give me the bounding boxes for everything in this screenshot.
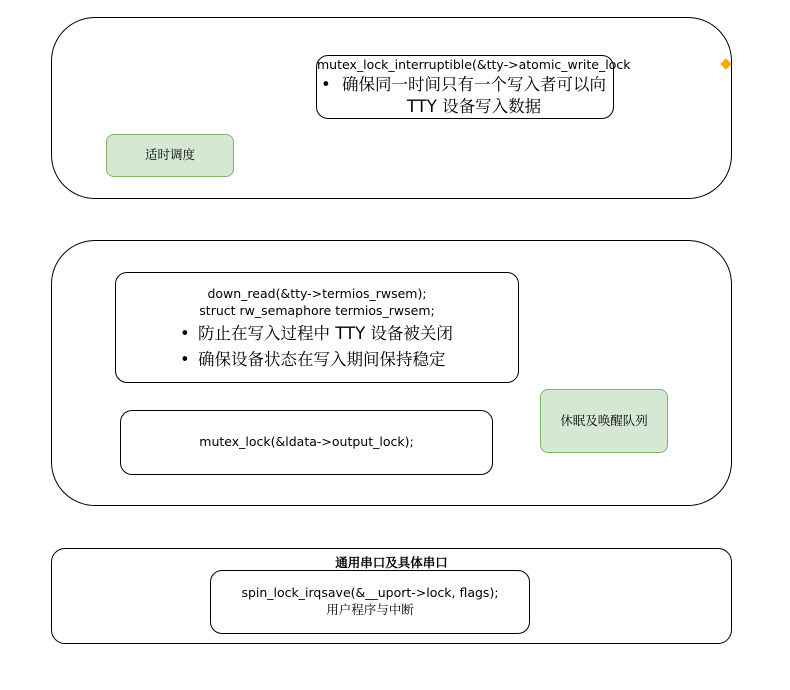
rwsem-bullet-2: • 确保设备状态在写入期间保持稳定: [198, 349, 518, 371]
rwsem-bullet-1: • 防止在写入过程中 TTY 设备被关闭: [198, 323, 518, 345]
spinlock-card: [210, 570, 530, 634]
rwsem-line1: down_read(&tty->termios_rwsem);: [207, 286, 427, 301]
sleep-wakeup-label: 休眠及唤醒队列: [540, 389, 668, 453]
output-lock-card: mutex_lock(&ldata->output_lock);: [120, 410, 493, 475]
mutex-interruptible-title: mutex_lock_interruptible(&tty->atomic_write_lock: [317, 57, 631, 72]
spinlock-line1: spin_lock_irqsave(&__uport->lock, flags);: [241, 585, 499, 601]
schedule-label: 适时调度: [106, 134, 234, 177]
rwsem-line2: struct rw_semaphore termios_rwsem;: [199, 302, 435, 318]
bottom-panel-title: 通用串口及具体串口: [335, 555, 448, 570]
rwsem-card: [115, 272, 519, 383]
mutex-interruptible-bullet: • 确保同一时间只有一个写入者可以向TTY 设备写入数据: [339, 74, 609, 119]
mutex-interruptible-card: [316, 55, 631, 119]
spinlock-line2: 用户程序与中断: [326, 602, 414, 617]
